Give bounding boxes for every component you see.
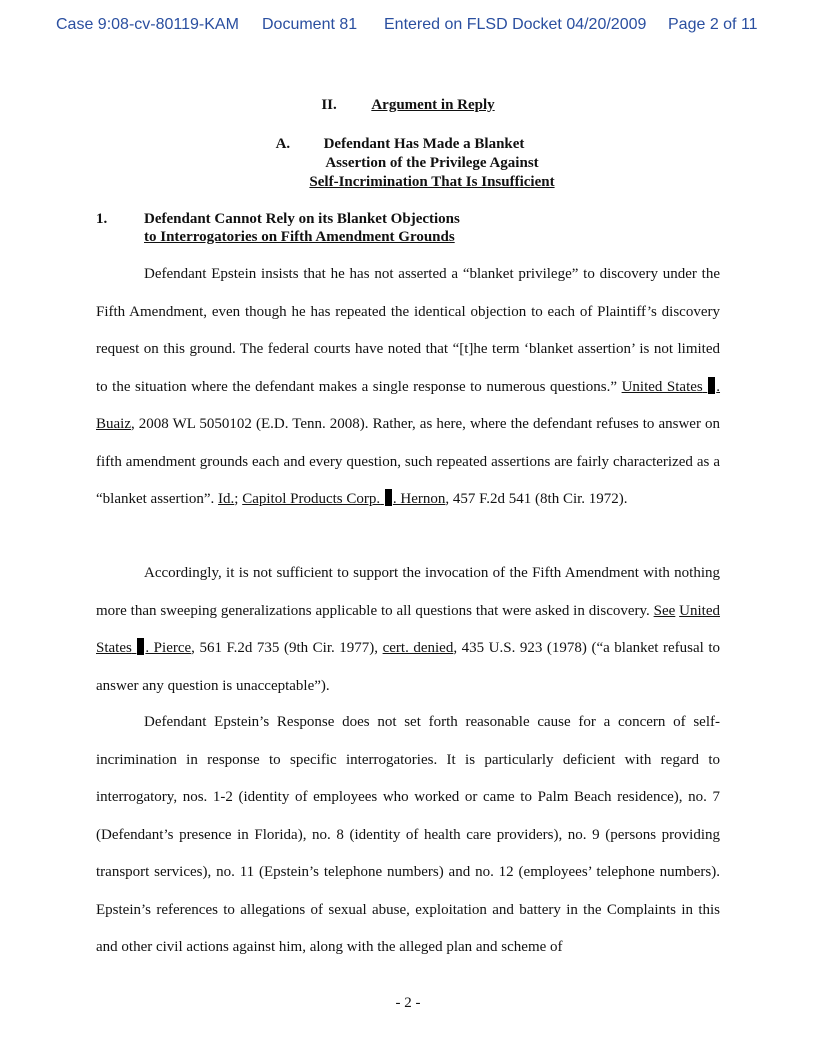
subsection-heading-a [0, 135, 816, 192]
page-number: - 2 - [395, 995, 421, 1011]
subsection-title-line3: Self-Incrimination That Is Insufficient [309, 174, 555, 190]
citation-united-states-pierce: United States . Pierce [96, 602, 720, 656]
subsection-title-line2: Assertion of the Privilege Against [325, 155, 539, 171]
citation-capitol-products: Capitol Products Corp. . Hernon [242, 491, 446, 507]
citation-id: Id. [218, 491, 235, 507]
paragraph-3: Defendant Epstein’s Response does not set forth reasonable cause for a concern of self-incrimination in response to specific interrogatories. It is particularly deficient with regard to interrogatory, nos. 1-2 (identity of employees who worked or came to Palm Beach residence), no. 7 (Defendant’s presence in Florida), no. 8 (identity of health care providers), no. 9 (persons providing transport services), no. 11 (Epstein’s telephone numbers) and no. 12 (employees’ telephone numbers). Epstein’s references to allegations of sexual abuse, exploitation and battery in the Complaints in this and other civil actions against him, along with the alleged plan and scheme of [96, 714, 720, 955]
docket-page-count: Page 2 of 11 [668, 16, 758, 33]
paragraph-text: Accordingly, it is not sufficient to support the invocation of the Fifth Amendment with nothing more than sweeping generalizations applicable to all questions that were asked in discovery. [96, 565, 720, 619]
subheading-line2: to Interrogatories on Fifth Amendment Grounds [144, 229, 455, 245]
paragraph-2 [96, 555, 720, 705]
citation-see: See [653, 602, 676, 619]
paragraph-text: , 435 U.S. 923 (1978) (“a blanket refusal to answer any question is unacceptable”). [96, 640, 721, 694]
subheading-line1: Defendant Cannot Rely on its Blanket Objections [144, 211, 460, 227]
citation-united-states-buaiz: United States . Buaiz [96, 378, 721, 432]
subheading-number: 1. [96, 211, 108, 227]
redaction-mark [137, 638, 144, 655]
redaction-mark [708, 377, 715, 394]
redaction-mark [385, 489, 392, 506]
document-number: Document 81 [262, 16, 358, 33]
case-number: Case 9:08-cv-80119-KAM [56, 16, 239, 33]
paragraph-text: Defendant Epstein insists that he has not asserted a “blanket privilege” to discovery under the Fifth Amendment, even though he has repeated the identical objection to each of Plaintiff’s discovery request on this ground. The federal courts have noted that “[t]he term ‘blanket assertion’ is not limited to the situation where the defendant makes a single response to numerous questions.” [96, 266, 720, 395]
docket-entry-date: Entered on FLSD Docket 04/20/2009 [384, 16, 647, 33]
citation-cert-denied: cert. denied [382, 640, 454, 656]
subsection-letter: A. [275, 136, 291, 152]
paragraph-text: , 561 F.2d 735 (9th Cir. 1977), [191, 640, 383, 656]
section-number: II. [321, 97, 337, 113]
paragraph-text: , 2008 WL 5050102 (E.D. Tenn. 2008). Rather, as here, where the defendant refuses to answer on fifth amendment grounds each and every question, such repeated assertions are fairly characterized as a “blanket assertion”. [96, 416, 720, 507]
paragraph-text: , 457 F.2d 541 (8th Cir. 1972). [445, 491, 628, 507]
section-title: Argument in Reply [371, 97, 495, 113]
subsection-title-line1: Defendant Has Made a Blanket [323, 136, 525, 152]
paragraph-1: Defendant Epstein insists that he has not asserted a “blanket privilege” to discovery under the Fifth Amendment, even though he has repeated the identical objection to each of Plaintiff’s discovery request on this ground. The federal courts have noted that “[t]he term ‘blanket assertion’ is not limited to the situation where the defendant makes a single response to numerous questions.” United States . Buaiz, 2008 WL 5050102 (E.D. Tenn. 2008). Rather, as here, where the defendant refuses to answer on fifth amendment grounds each and every question, such repeated assertions are fairly characterized as a “blanket assertion”. Id.; Capitol Products Corp. . Hernon, 457 F.2d 541 (8th Cir. 1972). [96, 266, 721, 507]
section-heading-ii [0, 97, 816, 114]
